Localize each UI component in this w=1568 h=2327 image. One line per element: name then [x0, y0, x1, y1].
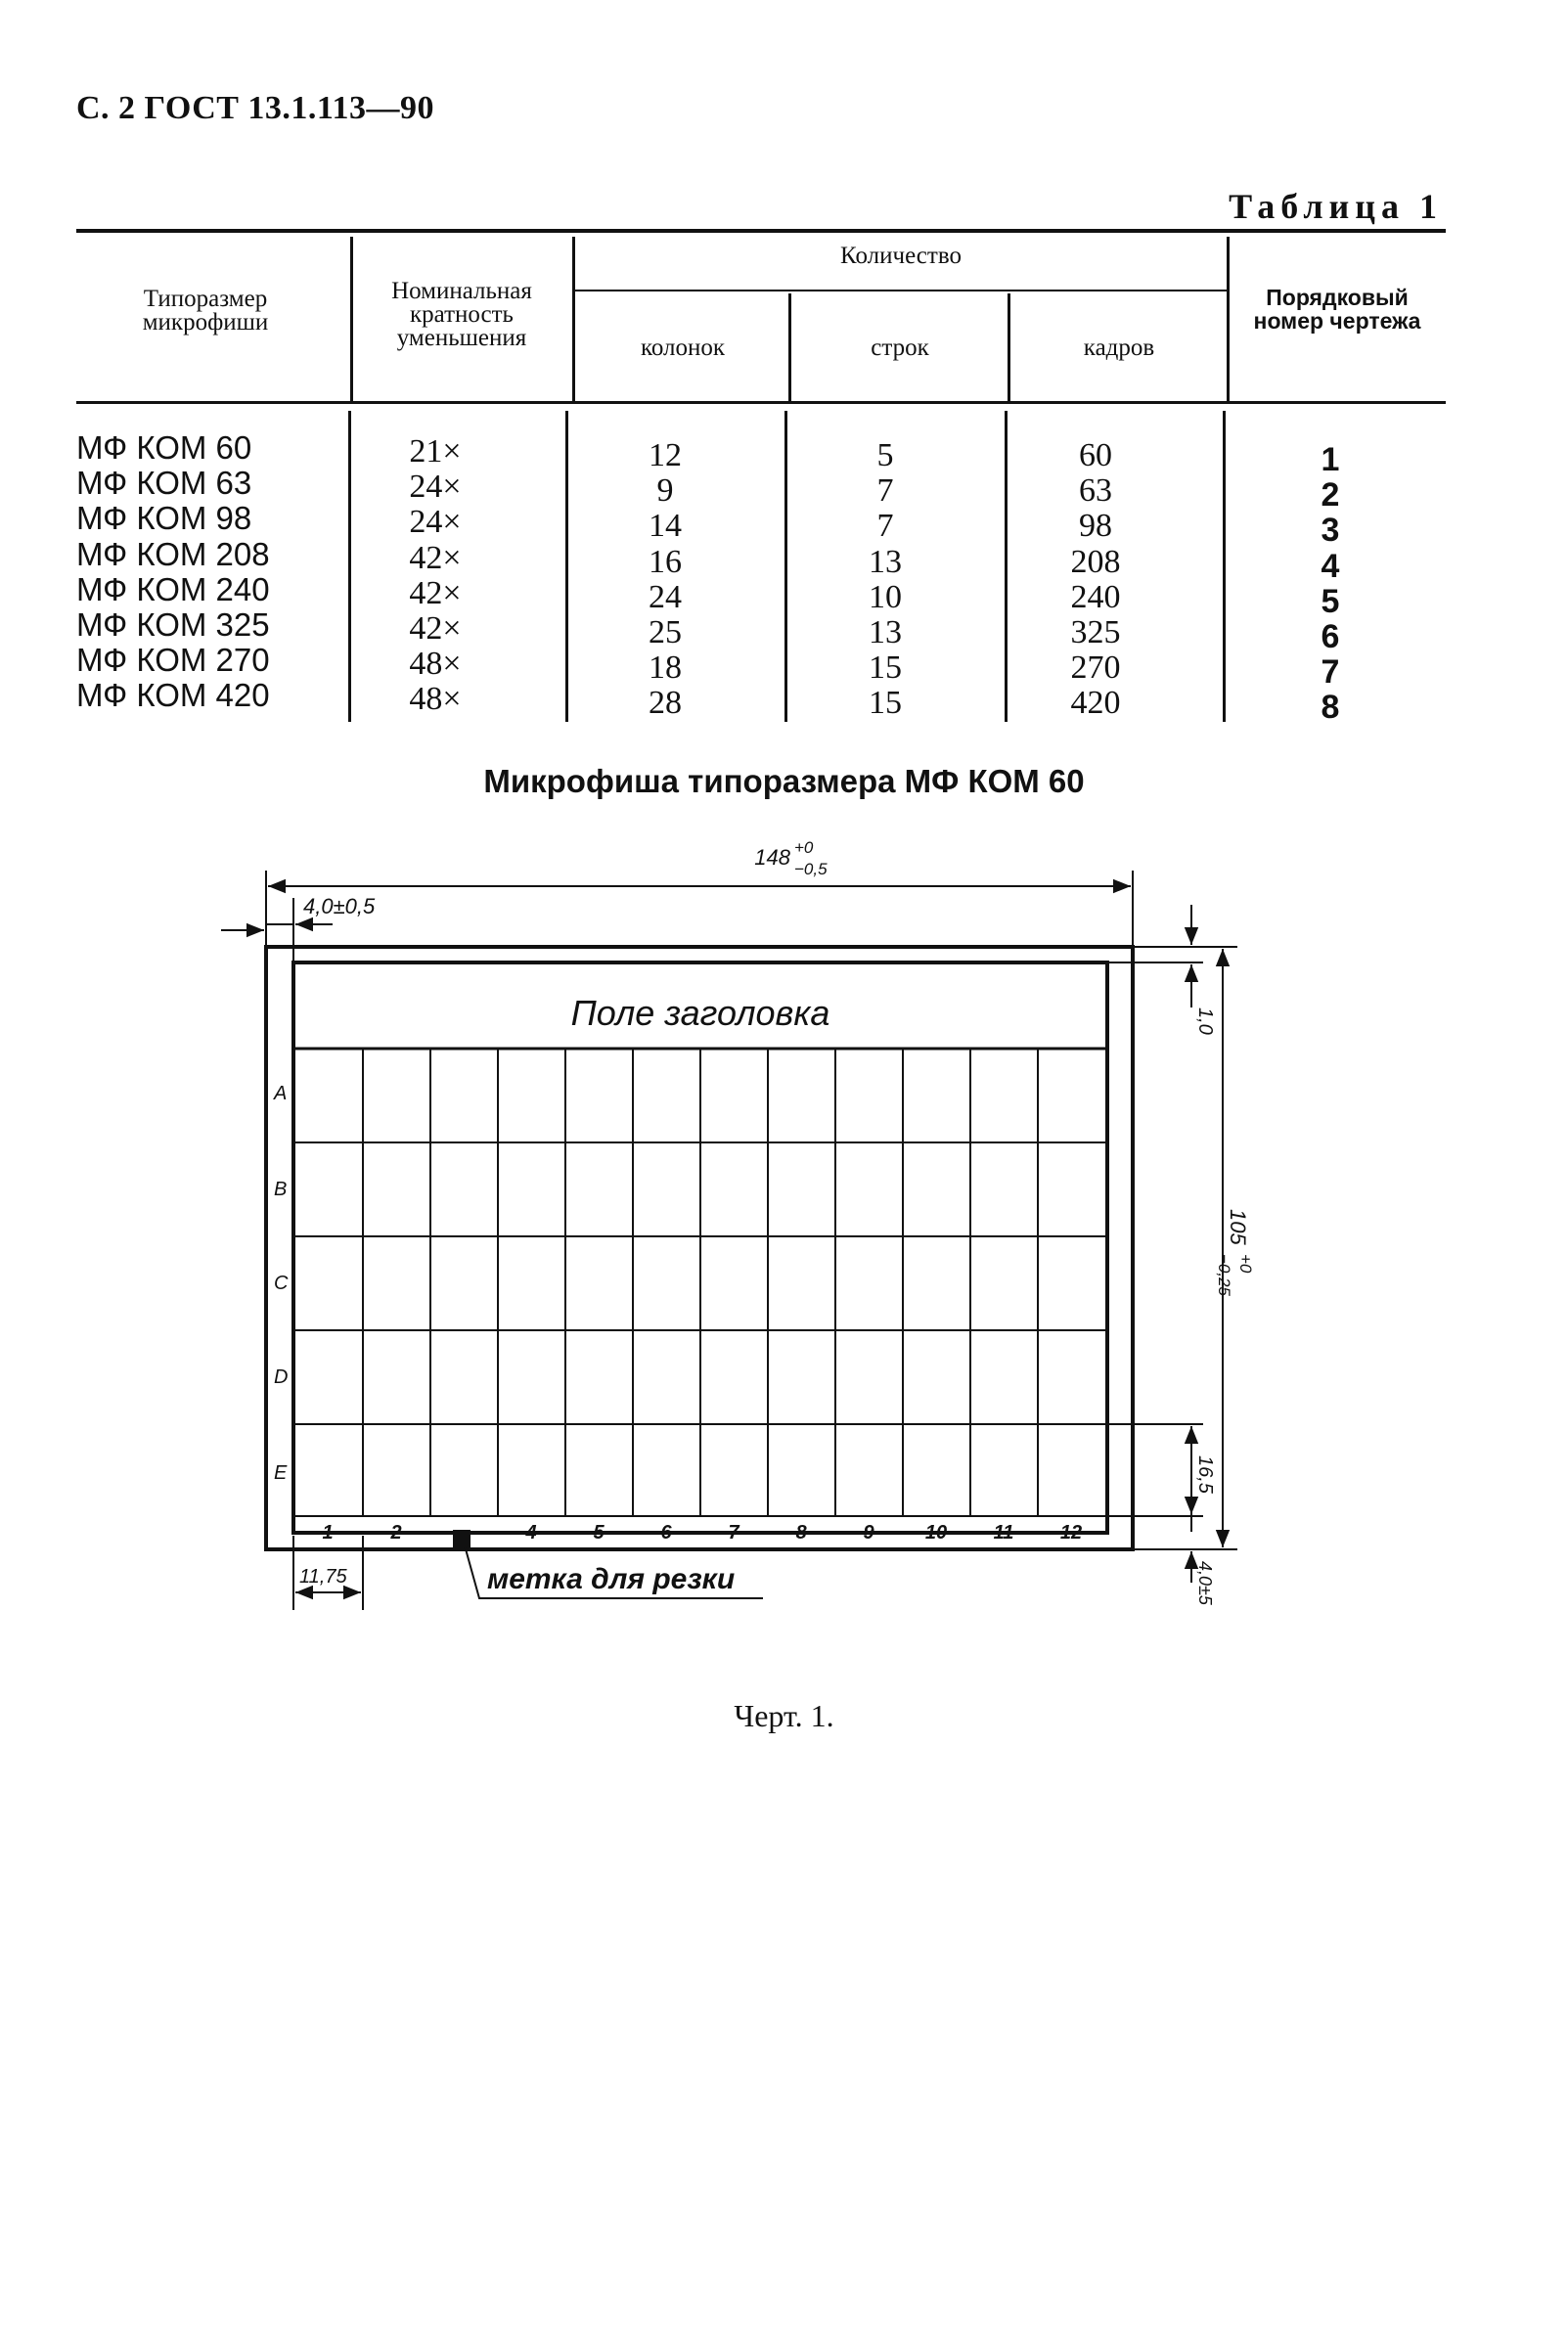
cell-drawing-5: 5 — [1321, 582, 1340, 620]
dim-height-tol-lower: −0,25 — [1215, 1254, 1233, 1297]
figure-caption: Черт. 1. — [734, 1698, 834, 1733]
cell-size-6: МФ КОМ 325 — [76, 606, 270, 644]
col-label-12: 12 — [1059, 1522, 1083, 1544]
dim-width-text: 148 — [754, 845, 790, 870]
cell-ratio-1: 21× — [409, 433, 462, 470]
col-label-4: 4 — [525, 1522, 537, 1544]
cell-frames-5: 240 — [1070, 578, 1121, 615]
col-label-7: 7 — [728, 1522, 739, 1544]
cell-frames-2: 63 — [1079, 472, 1112, 510]
page-header: С. 2 ГОСТ 13.1.113—90 — [76, 90, 435, 126]
cell-rows-6: 13 — [869, 614, 902, 651]
cut-mark — [453, 1530, 470, 1547]
cut-mark-label: метка для резки — [487, 1563, 736, 1595]
dim-height-group — [1215, 1209, 1255, 1297]
cell-size-4: МФ КОМ 208 — [76, 535, 270, 572]
col-label-6: 6 — [660, 1522, 672, 1544]
col-label-1: 1 — [322, 1522, 334, 1544]
cell-frames-8: 420 — [1070, 685, 1121, 722]
cell-drawing-7: 7 — [1321, 653, 1340, 692]
cell-size-1: МФ КОМ 60 — [76, 429, 252, 466]
header-columns: колонок — [640, 335, 726, 361]
cell-frames-3: 98 — [1079, 508, 1112, 545]
dim-bottom-text: 4,0±5 — [1195, 1561, 1215, 1605]
col-label-11: 11 — [993, 1522, 1014, 1544]
dim-width-tol-lower: −0,5 — [794, 860, 828, 878]
row-label-d: D — [274, 1366, 289, 1388]
cell-rows-1: 5 — [876, 437, 894, 473]
cell-drawing-8: 8 — [1321, 689, 1340, 727]
dim-col-text: 11,75 — [299, 1566, 347, 1588]
col-label-5: 5 — [593, 1522, 605, 1544]
cell-size-7: МФ КОМ 270 — [76, 642, 270, 679]
header-quantity: Количество — [840, 243, 962, 269]
cell-cols-1: 12 — [649, 437, 682, 473]
header-size: Типоразмер микрофиши — [142, 286, 269, 336]
cell-ratio-3: 24× — [409, 504, 462, 541]
dim-height-text: 105 — [1226, 1209, 1250, 1245]
cell-ratio-7: 48× — [409, 646, 462, 683]
row-label-b: B — [274, 1179, 288, 1200]
cell-size-2: МФ КОМ 63 — [76, 465, 252, 502]
cell-size-8: МФ КОМ 420 — [76, 677, 270, 714]
col-label-9: 9 — [863, 1522, 874, 1544]
cell-ratio-8: 48× — [409, 681, 462, 718]
cell-drawing-1: 1 — [1321, 441, 1340, 478]
cell-cols-4: 16 — [649, 543, 682, 580]
cell-drawing-3: 3 — [1321, 512, 1340, 550]
cell-size-3: МФ КОМ 98 — [76, 500, 252, 537]
header-frames: кадров — [1083, 335, 1155, 361]
cell-frames-7: 270 — [1070, 649, 1121, 687]
cell-ratio-4: 42× — [409, 539, 462, 576]
cell-drawing-2: 2 — [1321, 476, 1340, 515]
cell-ratio-5: 42× — [409, 574, 462, 611]
cell-ratio-6: 42× — [409, 610, 462, 648]
cell-drawing-4: 4 — [1321, 547, 1340, 585]
row-label-a: A — [274, 1083, 288, 1104]
cell-rows-3: 7 — [876, 508, 894, 545]
dim-left-text: 4,0±0,5 — [303, 894, 376, 918]
table-title: Таблица 1 — [1229, 187, 1443, 226]
cell-cols-7: 18 — [649, 649, 682, 687]
cell-cols-2: 9 — [656, 472, 674, 510]
dim-top-text: 1,0 — [1194, 1007, 1216, 1035]
dim-width-tol-upper: +0 — [794, 838, 814, 857]
cell-size-5: МФ КОМ 240 — [76, 570, 270, 607]
header-rows: строк — [871, 335, 929, 361]
cell-frames-6: 325 — [1070, 614, 1121, 651]
header-field-label: Поле заголовка — [570, 993, 830, 1033]
col-label-8: 8 — [795, 1522, 807, 1544]
cell-cols-5: 24 — [649, 578, 682, 615]
header-ratio: Номинальная кратность уменьшения — [391, 278, 532, 351]
row-label-c: C — [274, 1273, 289, 1294]
col-label-10: 10 — [924, 1522, 948, 1544]
cell-cols-3: 14 — [649, 508, 682, 545]
cell-rows-4: 13 — [869, 543, 902, 580]
dim-height-tol-upper: +0 — [1236, 1254, 1255, 1274]
figure-title: Микрофиша типоразмера МФ КОМ 60 — [483, 763, 1085, 799]
col-label-2: 2 — [390, 1522, 402, 1544]
cell-rows-2: 7 — [876, 472, 894, 510]
cell-rows-7: 15 — [869, 649, 902, 687]
cell-rows-5: 10 — [869, 578, 902, 615]
cell-ratio-2: 24× — [409, 469, 462, 506]
cell-frames-1: 60 — [1079, 437, 1112, 473]
cell-cols-8: 28 — [649, 685, 682, 722]
header-drawing-no: Порядковый номер чертежа — [1253, 285, 1421, 334]
cell-drawing-6: 6 — [1321, 618, 1340, 656]
cell-rows-8: 15 — [869, 685, 902, 722]
cell-cols-6: 25 — [649, 614, 682, 651]
dim-row-text: 16,5 — [1194, 1455, 1216, 1494]
cell-frames-4: 208 — [1070, 543, 1121, 580]
row-label-e: E — [274, 1462, 288, 1484]
